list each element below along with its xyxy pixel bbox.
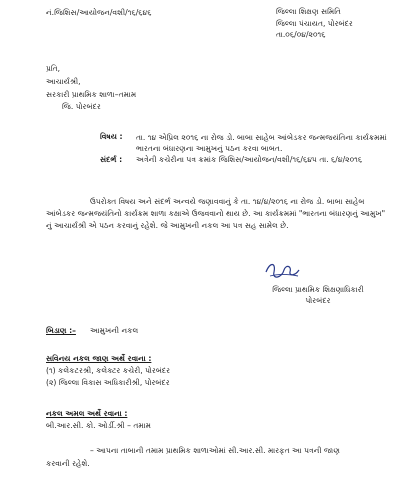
signatory-place: પોરબંદર	[305, 296, 331, 305]
body-first-line: ઉપરોક્ત વિષય અને સંદર્ભ અન્વયે જણાવવાનું કે તા. ૧૪/૪/૨૦૧૬ ના રોજ ડો. બાબા સાહેબ	[90, 197, 365, 206]
recipient-salutation: પ્રતિ,	[46, 64, 61, 73]
body-paragraph: આંબેડકર જન્મજયંતિનો કાર્યક્રમ શાળા કક્ષાએ ઉજવવાનો થાય છે. આ કાર્યક્રમમાં "ભારતના બંધારણનું આમુખ" નું આચાર્યશ્રી એ પઠન કરવાનું રહેશે. જે આમુખની નકલ આ પત્ર સહ સામેલ છે.	[46, 209, 386, 230]
reference-number: નં.જિશિસ/આયોજન/વશી/૧૬/૬૪૬	[46, 8, 152, 17]
office-name: જિલ્લા શિક્ષણ સમિતિ	[276, 7, 341, 16]
subject-label: વિષય :	[100, 132, 123, 141]
subject-line-2: ભારતના બંધારણના આમુખનું પઠન કરવા બાબત.	[136, 144, 283, 153]
enclosure-label: બિડાણ :–	[46, 326, 76, 335]
signatory-title: જિલ્લા પ્રાથમિક શિક્ષણાધિકારી	[272, 285, 364, 294]
copies-info-heading: સવિનય નકલ જાણ અર્થે રવાના :	[46, 354, 152, 363]
letter-date: તા.૦૬/૦૪/૨૦૧૬	[276, 30, 326, 39]
signature-image	[262, 258, 302, 284]
recipient-title: આચાર્યશ્રી,	[46, 77, 81, 86]
copies-action-item: બી.આર.સી. કો. ઓર્ડી.શ્રી – તમામ	[46, 421, 151, 430]
office-address: જિલ્લા પંચાયત, પોરબંદર	[276, 18, 353, 28]
enclosure-text: આમુખની નકલ	[90, 326, 139, 335]
copies-info-item: (૧) કલેકટરશ્રી, કલેક્ટર કચેરી, પોરબંદર	[46, 366, 171, 375]
copies-action-instruction-end: કરવાની રહેશે.	[46, 459, 90, 468]
reference-label: સંદર્ભ :	[100, 155, 123, 164]
office-header	[276, 6, 353, 41]
reference-text: અત્રેની કચેરીના પત્ર ક્રમાંક જિશિસ/આયોજન/વશી/૧૬/૬૪૫ તા. ૬/૪/૨૦૧૬	[136, 155, 363, 164]
recipient-school: સરકારી પ્રાથમિક શાળા–તમામ	[46, 90, 137, 99]
copies-info-item: (૨) જિલ્લા વિકાસ અધિકારીશ્રી, પોરબંદર	[46, 378, 170, 387]
signatory	[262, 284, 374, 306]
copies-action-heading: નકલ અમલ અર્થે રવાના :	[46, 409, 128, 418]
subject-line-1: તા. ૧૪ એપ્રિલ ૨૦૧૬ ના રોજ ડો. બાબા સાહેબ આંબેડકર જન્મજયંતિના કાર્યક્રમમાં	[136, 133, 387, 142]
subject-text	[136, 132, 387, 154]
copies-action-instruction: – આપના તાબાની તમામ પ્રાથમિક શાળાઓમાં સી.આર.સી. મારફત આ પત્રની જાણ	[90, 446, 340, 455]
recipient-district: જિ. પોરબંદર	[62, 102, 101, 111]
